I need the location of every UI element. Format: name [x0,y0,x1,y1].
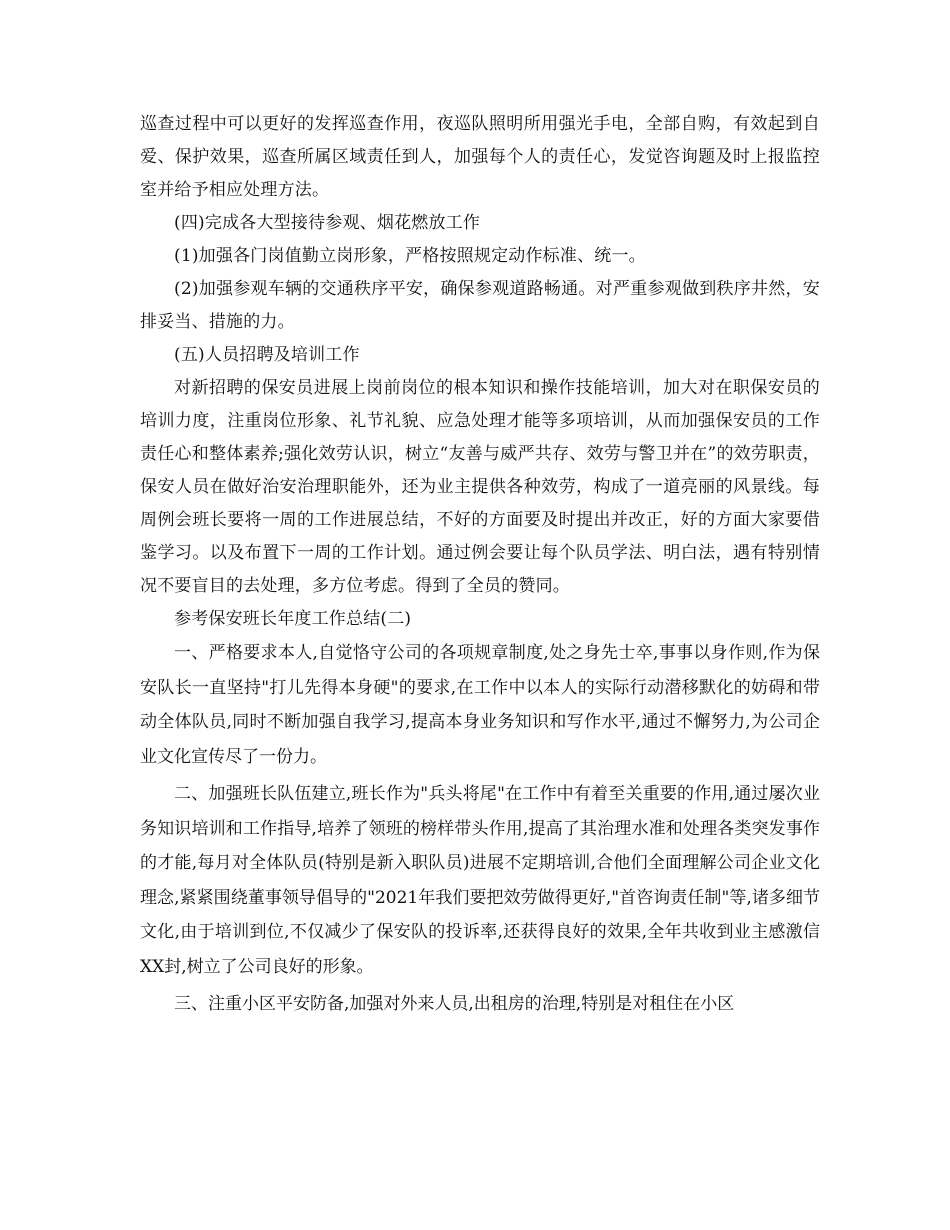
heading-section-4: (四)完成各大型接待参观、烟花燃放工作 [174,213,481,233]
paragraph-point-1: 一、严格要求本人,自觉恪守公司的各项规章制度,处之身先士卒,事事以身作则,作为保安队长一直坚持"打儿先得本身硬"的要求,在工作中以本人的实际行动潜移默化的妨碍和带动全体队员,同时不断加强自我学习,提高本身业务知识和写作水平,通过不懈努力,为公司企业文化宣传尽了一份力。 [140,643,820,767]
paragraph-item-1: (1)加强各门岗值勤立岗形象，严格按照规定动作标准、统一。 [174,246,646,266]
paragraph-recruitment-training: 对新招聘的保安员进展上岗前岗位的根本知识和操作技能培训，加大对在职保安员的培训力度，注重岗位形象、礼节礼貌、应急处理才能等多项培训，从而加强保安员的工作责任心和整体素养;强化效劳认识，树立“友善与威严共存、效劳与警卫并在”的效劳职责，保安人员在做好治安治理职能外，还为业主提供各种效劳，构成了一道亮丽的风景线。每周例会班长要将一周的工作进展总结，不好的方面要及时提出并改正，好的方面大家要借鉴学习。以及布置下一周的工作计划。通过例会要让每个队员学法、明白法，遇有特别情况不要盲目的去处理，多方位考虑。得到了全员的赞同。 [140,378,820,596]
heading-summary-2: 参考保安班长年度工作总结(二) [174,609,412,629]
paragraph-item-2: (2)加强参观车辆的交通秩序平安，确保参观道路畅通。对严重参观做到秩序井然，安排妥当、措施的力。 [140,279,820,332]
document-body [140,108,820,1022]
paragraph-point-3: 三、注重小区平安防备,加强对外来人员,出租房的治理,特别是对租住在小区 [174,994,735,1014]
paragraph-point-2: 二、加强班长队伍建立,班长作为"兵头将尾"在工作中有着至关重要的作用,通过屡次业务知识培训和工作指导,培养了领班的榜样带头作用,提高了其治理水准和处理各类突发事作的才能,每月对全体队员(特别是新入职队员)进展不定期培训,合他们全面理解公司企业文化理念,紧紧围绕董事领导倡导的"2021年我们要把效劳做得更好,"首咨询责任制"等,诸多细节文化,由于培训到位,不仅减少了保安队的投诉率,还获得良好的效果,全年共收到业主感激信XX封,树立了公司良好的形象。 [140,784,820,977]
heading-section-5: (五)人员招聘及培训工作 [174,345,360,365]
paragraph-patrol: 巡查过程中可以更好的发挥巡查作用，夜巡队照明所用强光手电，全部自购，有效起到自爱、保护效果，巡查所属区域责任到人，加强每个人的责任心，发觉咨询题及时上报监控室并给予相应处理方法。 [140,114,820,200]
